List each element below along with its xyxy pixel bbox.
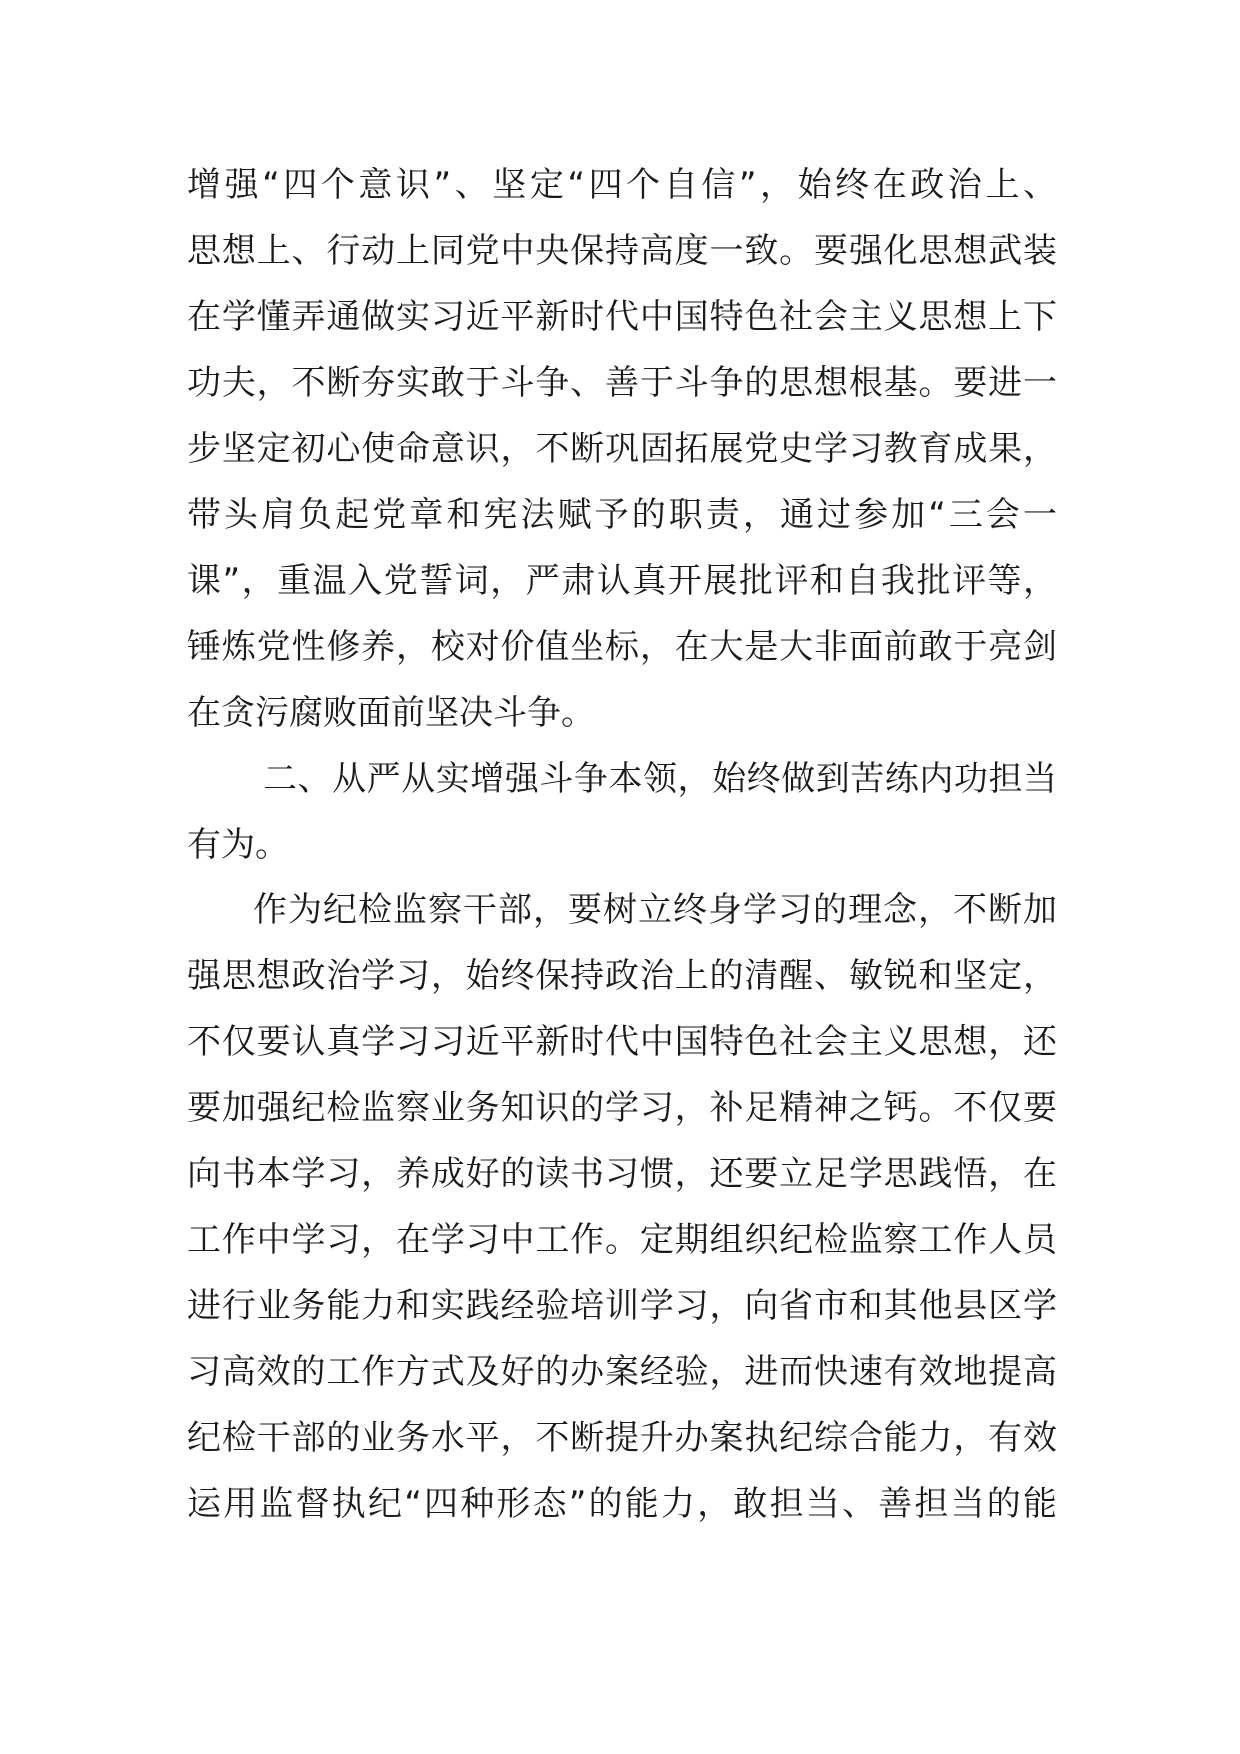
paragraph-1-line: 功夫，不断夯实敢于斗争、善于斗争的思想根基。要进一 [187, 363, 1057, 403]
paragraph-2-line: 不仅要认真学习习近平新时代中国特色社会主义思想，还 [187, 1022, 1057, 1062]
paragraph-2-line: 强思想政治学习，始终保持政治上的清醒、敏锐和坚定， [187, 956, 1057, 996]
paragraph-2-line: 工作中学习，在学习中工作。定期组织纪检监察工作人员 [187, 1220, 1057, 1260]
paragraph-2-line: 向书本学习，养成好的读书习惯，还要立足学思践悟，在 [187, 1154, 1057, 1194]
paragraph-2-line: 纪检干部的业务水平，不断提升办案执纪综合能力，有效 [187, 1418, 1057, 1458]
paragraph-1-line: 在学懂弄通做实习近平新时代中国特色社会主义思想上下 [187, 297, 1057, 337]
paragraph-1-line: 课”，重温入党誓词，严肃认真开展批评和自我批评等， [187, 561, 1057, 601]
paragraph-2 [187, 877, 1057, 1537]
paragraph-2-line: 作为纪检监察干部，要树立终身学习的理念，不断加 [253, 890, 1057, 930]
section-heading-2 [187, 746, 1057, 878]
section-heading-line: 二、从严从实增强斗争本领，始终做到苦练内功担当 [263, 759, 1057, 799]
paragraph-1-line: 在贪污腐败面前坚决斗争。 [187, 693, 595, 733]
paragraph-1-line: 步坚定初心使命意识，不断巩固拓展党史学习教育成果， [187, 429, 1057, 469]
paragraph-2-line: 运用监督执纪“四种形态”的能力，敢担当、善担当的能 [187, 1484, 1057, 1524]
paragraph-2-line: 进行业务能力和实践经验培训学习，向省市和其他县区学 [187, 1286, 1057, 1326]
paragraph-1-line: 增强“四个意识”、坚定“四个自信”，始终在政治上、 [187, 165, 1057, 205]
section-heading-line: 有为。 [187, 825, 289, 865]
paragraph-2-line: 习高效的工作方式及好的办案经验，进而快速有效地提高 [187, 1352, 1057, 1392]
paragraph-1-line: 带头肩负起党章和宪法赋予的职责，通过参加“三会一 [187, 495, 1057, 535]
paragraph-1-line: 锤炼党性修养，校对价值坐标，在大是大非面前敢于亮剑 [187, 627, 1057, 667]
paragraph-1-line: 思想上、行动上同党中央保持高度一致。要强化思想武装 [187, 231, 1057, 271]
paragraph-2-line: 要加强纪检监察业务知识的学习，补足精神之钙。不仅要 [187, 1088, 1057, 1128]
paragraph-1 [187, 152, 1057, 746]
